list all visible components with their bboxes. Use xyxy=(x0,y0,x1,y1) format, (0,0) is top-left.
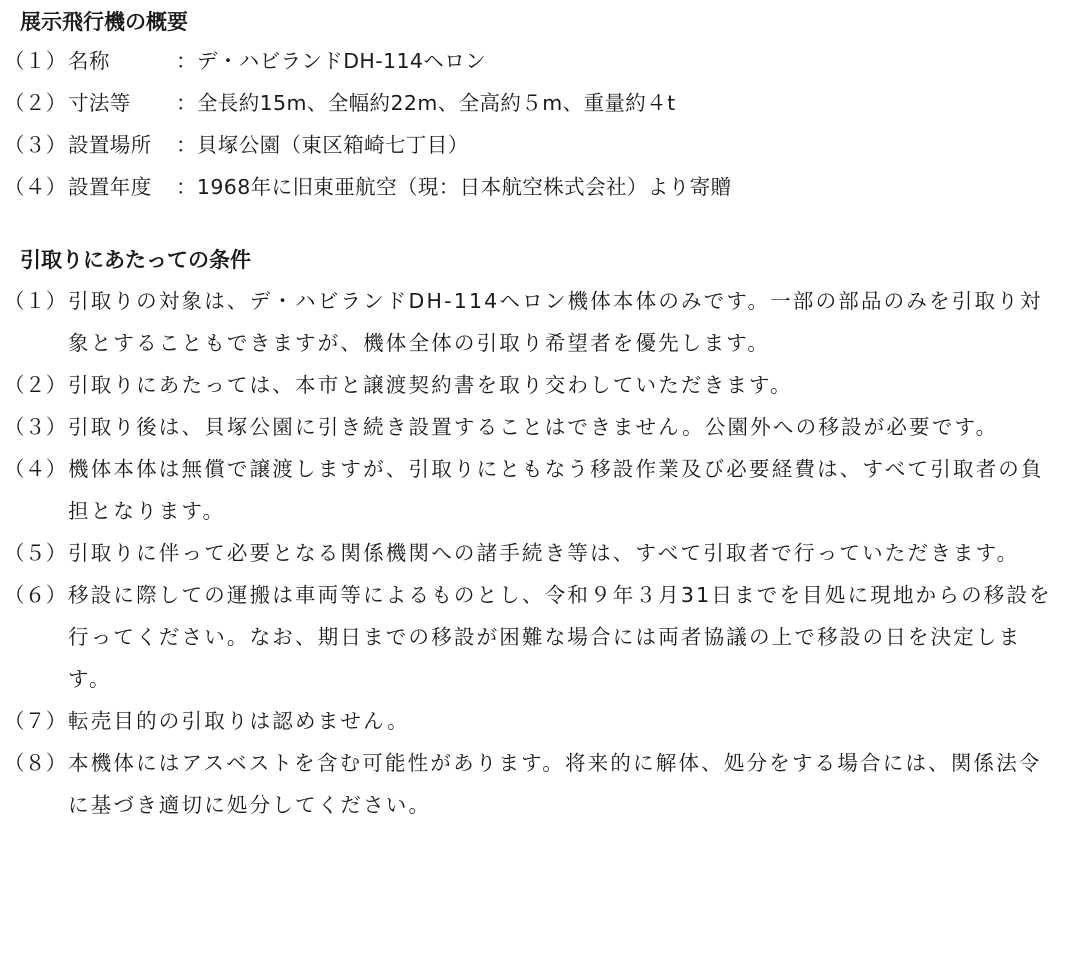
item-number: （１） xyxy=(4,49,67,73)
overview-item-year xyxy=(4,166,1060,208)
overview-item-location xyxy=(4,124,1060,166)
condition-item xyxy=(4,574,1060,700)
condition-item xyxy=(4,742,1060,826)
condition-text: 引取り後は、貝塚公園に引き続き設置することはできません。公園外への移設が必要です。 xyxy=(68,415,999,439)
item-number: （４） xyxy=(4,457,67,481)
item-number: （５） xyxy=(4,541,67,565)
item-number: （４） xyxy=(4,175,67,199)
item-label: 寸法等 xyxy=(68,91,131,115)
item-label: 設置年度 xyxy=(68,175,152,199)
condition-item xyxy=(4,280,1060,364)
condition-item xyxy=(4,364,1060,406)
item-number: （３） xyxy=(4,415,67,439)
item-value: ：1968年に旧東亜航空（現：日本航空株式会社）より寄贈 xyxy=(176,175,732,199)
overview-list xyxy=(4,40,1060,208)
conditions-list xyxy=(4,280,1060,826)
item-number: （３） xyxy=(4,133,67,157)
condition-item xyxy=(4,406,1060,448)
condition-text: 本機体にはアスベストを含む可能性があります。将来的に解体、処分をする場合には、関係法令に基づき適切に処分してください。 xyxy=(68,751,1042,817)
item-value: ：貝塚公園（東区箱崎七丁目） xyxy=(176,133,469,157)
overview-heading: 展示飛行機の概要 xyxy=(20,10,188,34)
item-label: 名称 xyxy=(68,49,110,73)
item-number: （１） xyxy=(4,289,67,313)
overview-item-name xyxy=(4,40,1060,82)
condition-text: 移設に際しての運搬は車両等によるものとし、令和９年３月31日までを目処に現地からの移設を行ってください。なお、期日までの移設が困難な場合には両者協議の上で移設の日を決定します。 xyxy=(68,583,1052,691)
condition-item xyxy=(4,448,1060,532)
overview-item-dimensions xyxy=(4,82,1060,124)
item-value: ：デ・ハビランドDH-114ヘロン xyxy=(176,49,487,73)
conditions-section xyxy=(4,242,1060,826)
item-value: ：全長約15m、全幅約22m、全高約５m、重量約４t xyxy=(176,91,676,115)
condition-item xyxy=(4,532,1060,574)
conditions-heading: 引取りにあたっての条件 xyxy=(20,248,251,272)
condition-item xyxy=(4,700,1060,742)
item-number: （８） xyxy=(4,751,67,775)
condition-text: 機体本体は無償で譲渡しますが、引取りにともなう移設作業及び必要経費は、すべて引取者の負担となります。 xyxy=(68,457,1044,523)
item-number: （６） xyxy=(4,583,67,607)
item-number: （７） xyxy=(4,709,67,733)
item-number: （２） xyxy=(4,373,67,397)
overview-section xyxy=(4,4,1060,208)
condition-text: 引取りにあたっては、本市と譲渡契約書を取り交わしていただきます。 xyxy=(68,373,793,397)
item-label: 設置場所 xyxy=(68,133,152,157)
item-number: （２） xyxy=(4,91,67,115)
condition-text: 引取りの対象は、デ・ハビランドDH-114ヘロン機体本体のみです。一部の部品のみを引取り対象とすることもできますが、機体全体の引取り希望者を優先します。 xyxy=(68,289,1043,355)
condition-text: 引取りに伴って必要となる関係機関への諸手続き等は、すべて引取者で行っていただきます。 xyxy=(68,541,1020,565)
condition-text: 転売目的の引取りは認めません。 xyxy=(68,709,410,733)
